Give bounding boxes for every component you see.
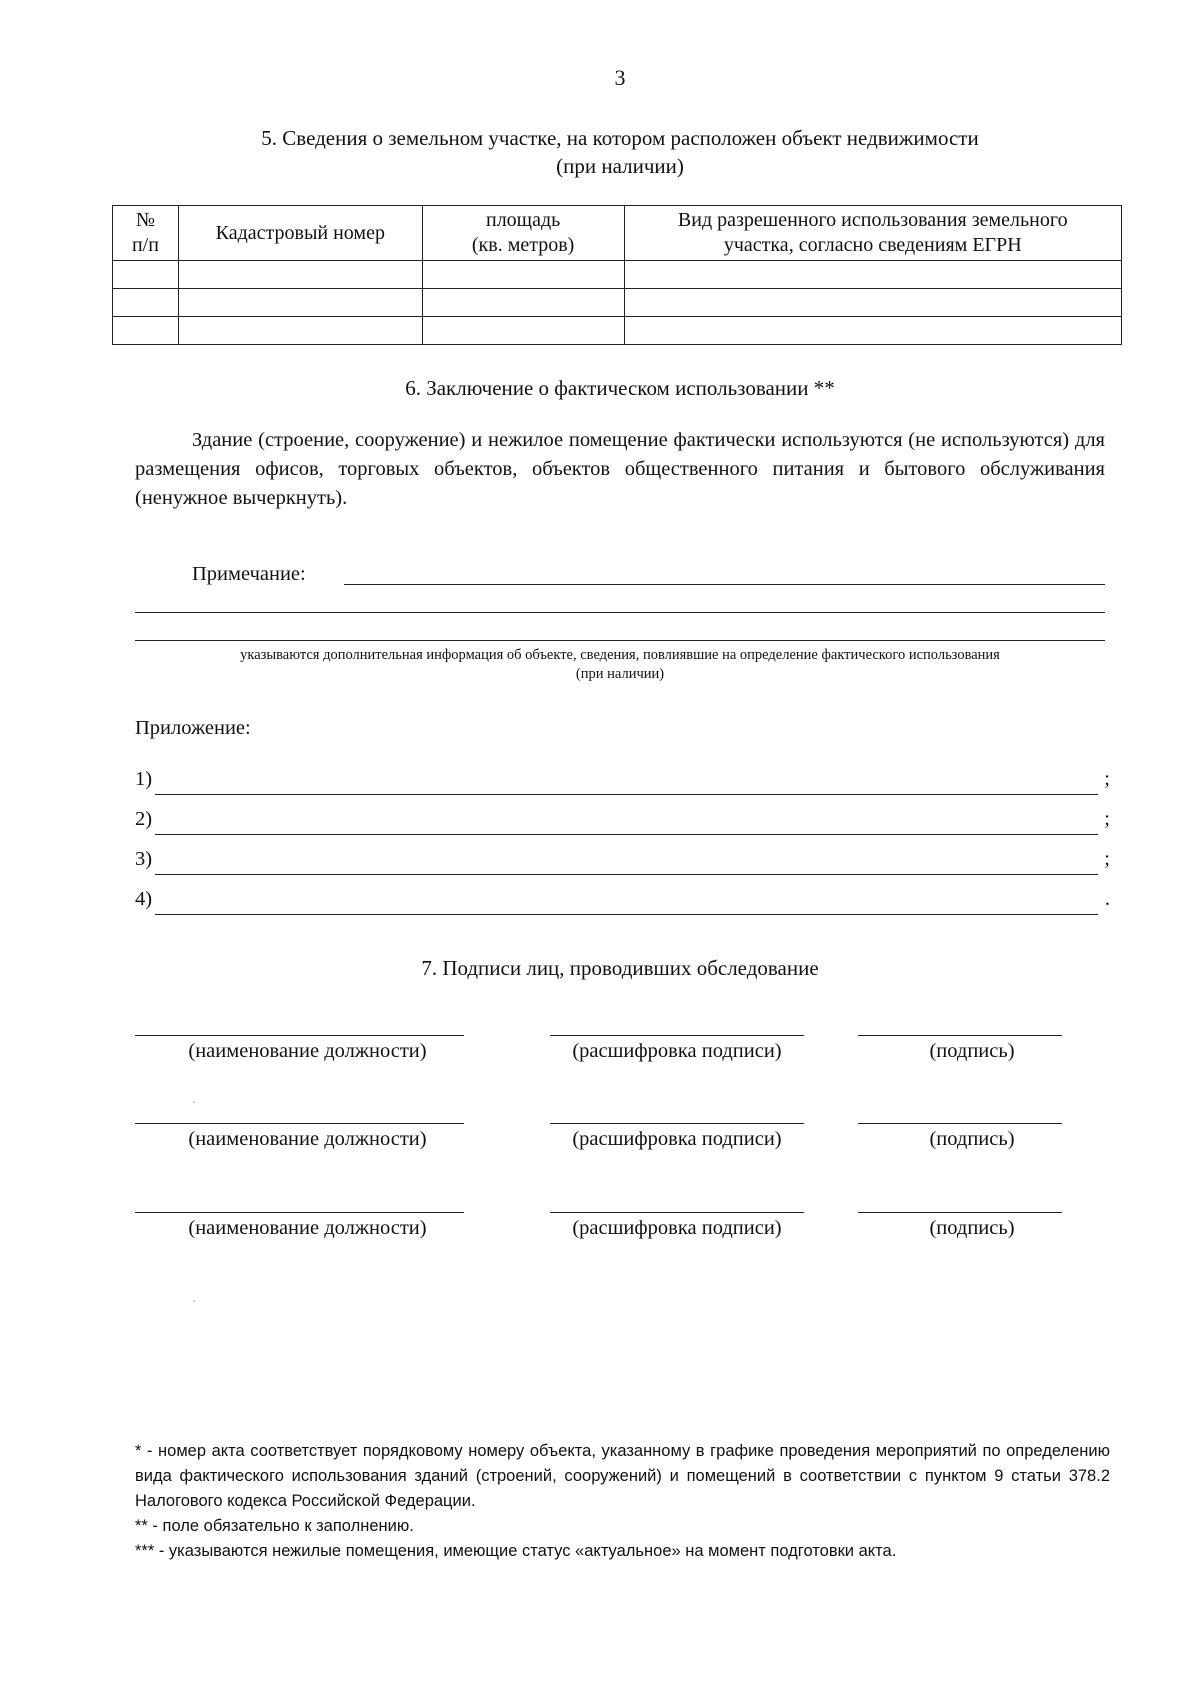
position-line[interactable] [135,1212,464,1213]
attachment-item[interactable] [135,808,1110,836]
footnote-1: * - номер акта соответствует порядковому номеру объекта, указанному в графике проведения мероприятий по определению вида фактического использования зданий (строений, сооружений) и помещений в соответствии с пунктом 9 статьи 378.2 Налогового кодекса Российской Федерации. [135,1442,1110,1510]
signature-caption: (подпись) [929,1128,1015,1150]
table-cell[interactable] [113,317,179,345]
table-cell[interactable] [624,261,1121,289]
scan-speck [193,1300,195,1302]
header-num [113,206,179,261]
note-line-2[interactable] [135,612,1105,613]
section5-title-line1: 5. Сведения о земельном участке, на котором расположен объект недвижимости [261,126,979,150]
decoding-caption: (расшифровка подписи) [572,1040,782,1062]
table-cell[interactable] [624,289,1121,317]
signature-caption: (подпись) [929,1217,1015,1239]
attachment-end: ; [1104,848,1110,870]
section5-title [130,124,1110,180]
table-cell[interactable] [178,261,422,289]
header-num-line1: № [135,209,155,231]
table-cell[interactable] [178,317,422,345]
header-use-line2: участка, согласно сведениям ЕГРН [723,234,1022,256]
attachment-num: 4) [135,888,153,910]
note-line-3[interactable] [135,640,1105,641]
attachments-label: Приложение: [135,717,251,739]
attachment-num: 3) [135,848,153,870]
header-num-line2: п/п [131,234,159,256]
attachment-num: 2) [135,808,153,830]
attachment-end: ; [1104,808,1110,830]
section6-title: 6. Заключение о фактическом использовании ** [405,376,835,400]
header-permitted-use [624,206,1121,261]
note-hint-line2: (при наличии) [575,666,665,682]
attachment-item[interactable] [135,888,1110,916]
attachment-line[interactable] [155,794,1098,795]
position-line[interactable] [135,1035,464,1036]
table-cell[interactable] [113,261,179,289]
attachment-end: . [1104,888,1110,910]
position-line[interactable] [135,1123,464,1124]
header-area-line2: (кв. метров) [471,234,575,256]
table-row [113,317,1122,345]
page-number: 3 [614,65,626,90]
land-plot-table [112,205,1122,345]
attachment-line[interactable] [155,874,1098,875]
note-label: Примечание: [192,563,306,585]
decoding-caption: (расшифровка подписи) [572,1217,782,1239]
table-cell[interactable] [422,261,624,289]
position-caption: (наименование должности) [188,1128,427,1150]
note-hint [135,646,1105,684]
attachment-item[interactable] [135,848,1110,876]
section7-title: 7. Подписи лиц, проводивших обследование [421,956,819,980]
decoding-line[interactable] [550,1035,804,1036]
header-area [422,206,624,261]
table-row [113,289,1122,317]
table-cell[interactable] [178,289,422,317]
attachment-item[interactable] [135,768,1110,796]
table-cell[interactable] [422,289,624,317]
position-caption: (наименование должности) [188,1217,427,1239]
table-row [113,261,1122,289]
table-cell[interactable] [624,317,1121,345]
attachment-num: 1) [135,768,153,790]
table-cell[interactable] [113,289,179,317]
signature-line[interactable] [858,1123,1062,1124]
note-line-1[interactable] [344,584,1105,585]
header-cadastral: Кадастровый номер [178,206,422,261]
position-caption: (наименование должности) [188,1040,427,1062]
table-header-row [113,206,1122,261]
footnote-3: *** - указываются нежилые помещения, имеющие статус «актуальное» на момент подготовки акта. [135,1542,897,1560]
section5-title-line2: (при наличии) [556,154,684,178]
table-cell[interactable] [422,317,624,345]
header-area-line1: площадь [485,209,561,231]
scan-speck [193,1101,195,1103]
decoding-line[interactable] [550,1212,804,1213]
section6-body: Здание (строение, сооружение) и нежилое помещение фактически используются (не используются) для размещения офисов, торговых объектов, объектов общественного питания и бытового обслуживания (ненужное вычеркнуть). [135,429,1105,509]
decoding-line[interactable] [550,1123,804,1124]
signature-caption: (подпись) [929,1040,1015,1062]
signature-line[interactable] [858,1035,1062,1036]
signature-line[interactable] [858,1212,1062,1213]
header-use-line1: Вид разрешенного использования земельного [677,209,1068,231]
attachment-line[interactable] [155,834,1098,835]
attachment-line[interactable] [155,914,1098,915]
footnote-2: ** - поле обязательно к заполнению. [135,1517,414,1535]
decoding-caption: (расшифровка подписи) [572,1128,782,1150]
note-hint-line1: указываются дополнительная информация об объекте, сведения, повлиявшие на определение фактического использования [240,647,1000,663]
attachment-end: ; [1104,768,1110,790]
